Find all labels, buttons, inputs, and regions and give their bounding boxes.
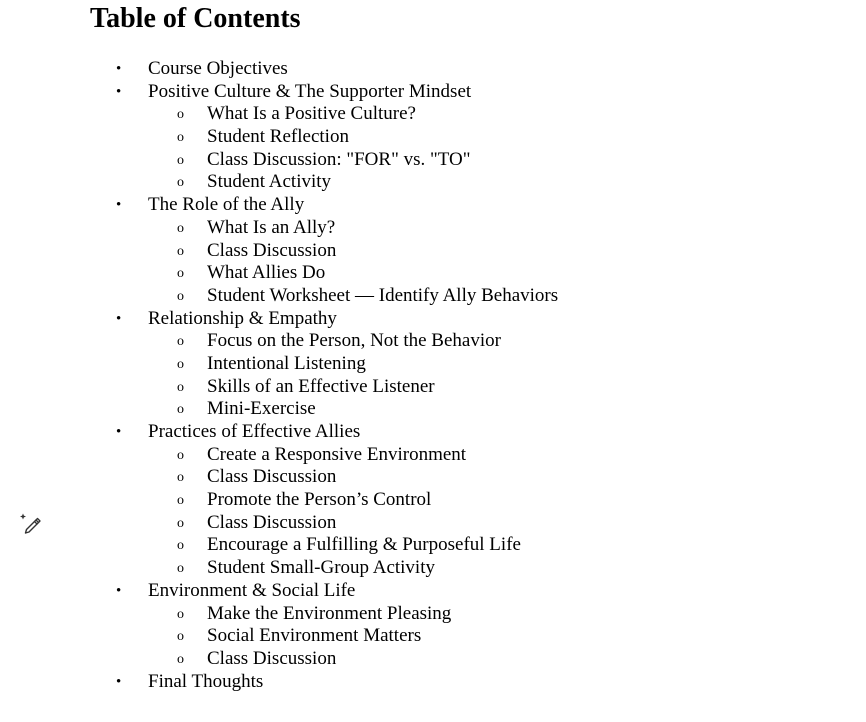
toc-entry-text: Skills of an Effective Listener [207,375,435,397]
bullet-marker: • [116,310,122,327]
bullet-marker: • [116,61,122,77]
sub-bullet-marker: o [177,356,184,372]
sub-bullet-marker: o [177,266,184,282]
sub-bullet-marker: o [177,606,184,622]
sub-bullet-marker: o [177,334,184,350]
toc-entry-text: Intentional Listening [207,352,366,374]
toc-entry-text: Class Discussion [207,647,337,669]
sub-bullet-marker: o [177,538,184,554]
sub-bullet-marker: o [177,447,184,463]
bullet-marker: • [116,673,122,690]
sub-bullet-marker: o [177,470,184,486]
sub-bullet-marker: o [177,379,184,395]
sub-bullet-marker: o [177,629,184,645]
toc-entry-text: Class Discussion [207,511,337,533]
toc-entry-text: The Role of the Ally [148,194,305,216]
bullet-marker: • [116,582,122,599]
toc-entry-text: Mini-Exercise [207,398,316,420]
sub-bullet-marker: o [177,561,184,577]
ai-edit-pen-sparkle-icon[interactable] [18,511,42,535]
sub-bullet-marker: o [177,107,184,123]
toc-entry-text: Student Activity [207,171,332,193]
toc-entry-text: Social Environment Matters [207,625,422,647]
toc-entry-text: Class Discussion: "FOR" vs. "TO" [207,148,471,170]
toc-entry-text: Final Thoughts [148,670,264,692]
sub-bullet-marker: o [177,288,184,304]
toc-entry-text: Relationship & Empathy [148,307,337,329]
toc-entry-text: Make the Environment Pleasing [207,602,452,624]
toc-entry-text: Student Small-Group Activity [207,557,435,579]
sub-bullet-marker: o [177,175,184,191]
sub-bullet-marker: o [177,152,184,168]
toc-entry-text: What Allies Do [207,262,326,284]
toc-entry-text: Course Objectives [148,58,288,79]
sub-bullet-marker: o [177,243,184,259]
toc-entry-text: Student Worksheet — Identify Ally Behaviors [207,284,559,306]
toc-entry-text: Encourage a Fulfilling & Purposeful Life [207,534,521,556]
bullet-marker: • [116,197,122,214]
sub-bullet-marker: o [177,493,184,509]
page-title: Table of Contents [90,3,301,34]
toc-entry-text: Promote the Person’s Control [207,489,432,511]
toc-entry-text: Class Discussion [207,466,337,488]
toc-entry-text: What Is a Positive Culture? [207,103,416,125]
toc-entry-text: Class Discussion [207,239,337,261]
sub-bullet-marker: o [177,130,184,146]
toc-entry-text: Focus on the Person, Not the Behavior [207,330,501,352]
bullet-marker: • [116,83,122,100]
bullet-marker: • [116,424,122,440]
sub-bullet-marker: o [177,220,184,236]
sub-bullet-marker: o [177,651,184,667]
toc-entry-text: Practices of Effective Allies [148,421,361,442]
toc-entry-text: Create a Responsive Environment [207,443,467,465]
toc-entry-text: Positive Culture & The Supporter Mindset [148,80,472,102]
toc-entry-text: What Is an Ally? [207,216,336,238]
toc-entry-text: Environment & Social Life [148,579,356,601]
sub-bullet-marker: o [177,515,184,531]
sub-bullet-marker: o [177,402,184,418]
toc-entry-text: Student Reflection [207,126,349,148]
